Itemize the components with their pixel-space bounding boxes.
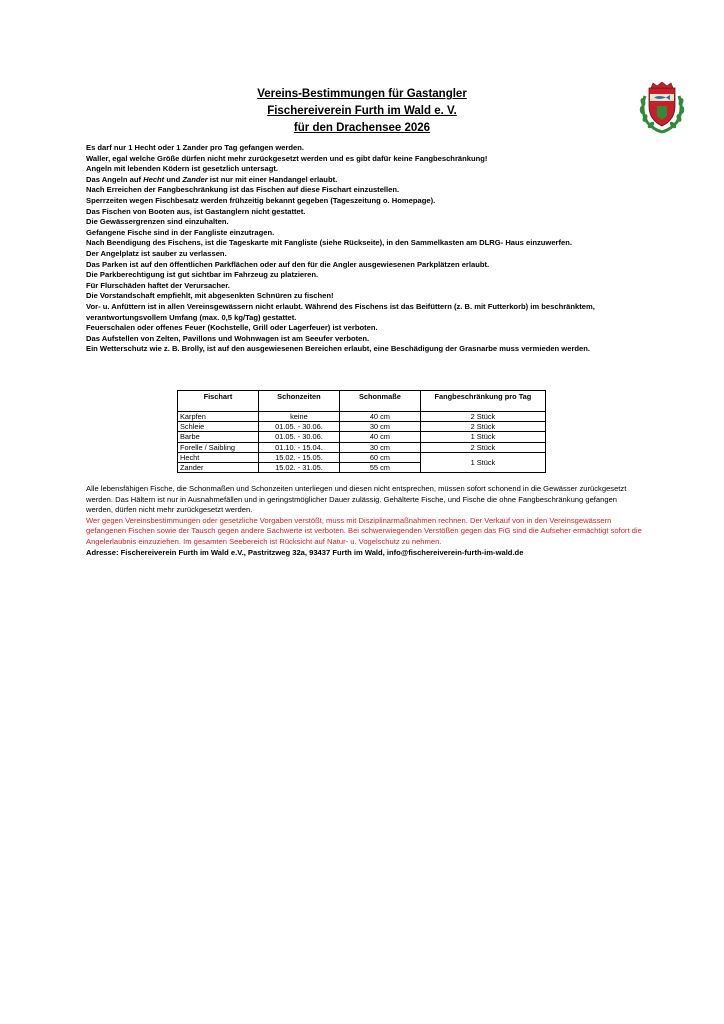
rule-item: Für Flurschäden haftet der Verursacher. xyxy=(86,280,230,290)
header-fischart: Fischart xyxy=(178,391,259,412)
rule-text: Das Angeln auf xyxy=(86,174,144,184)
title-line-2: Fischereiverein Furth im Wald e. V. xyxy=(267,105,457,117)
header-fangbeschraenkung: Fangbeschränkung pro Tag xyxy=(420,391,545,412)
cell-fangbeschraenkung: 2 Stück xyxy=(420,422,545,432)
cell-schonzeit: 15.02. - 31.05. xyxy=(258,463,339,473)
disciplinary-warning: Wer gegen Vereinsbestimmungen oder gesetzliche Vorgaben verstößt, muss mit Disziplinarmaßnahmen rechnen. Der Verkauf von in den Vereinsgewässern gefangenen Fischen sowie der Tausch gegen andere Sachwerte ist verboten. Bei schwerwiegenden Verstößen gegen das FiG sind die Aufseher ermächtigt sofort die Angelerlaubnis einzuziehen. Im gesamten Seebereich ist Rücksicht auf Natur- u. Vogelschutz zu nehmen. xyxy=(86,515,642,546)
release-note: Alle lebensfähigen Fische, die Schonmaßen und Schonzeiten unterliegen und diesen nicht entsprechen, müssen sofort schonend in die Gewässer zurückgesetzt werden. Das Hältern ist nur in Ausnahmefällen und in geringstmöglicher Dauer zulässig. Gehälterte Fische, und Fische die ohne Fangbeschränkung gefangen werden, dürfen nicht mehr zurückgesetzt werden. xyxy=(86,484,627,515)
table-row xyxy=(178,422,546,432)
cell-fischart: Barbe xyxy=(178,432,259,442)
table-row xyxy=(178,442,546,452)
cell-fangbeschraenkung: 2 Stück xyxy=(420,412,545,422)
rule-item: Nach Beendigung des Fischens, ist die Tageskarte mit Fangliste (siehe Rückseite), in den Sammelkasten am DLRG- Haus einzuwerfen. xyxy=(86,238,572,248)
cell-fangbeschraenkung: 2 Stück xyxy=(420,442,545,452)
rule-item: Die Gewässergrenzen sind einzuhalten. xyxy=(86,217,229,227)
rule-item: Nach Erreichen der Fangbeschränkung ist das Fischen auf diese Fischart einzustellen. xyxy=(86,185,400,195)
cell-schonzeit: 01.05. - 30.06. xyxy=(258,422,339,432)
fishing-club-crest-icon xyxy=(637,82,687,134)
rule-item: Sperrzeiten wegen Fischbesatz werden frühzeitig bekannt gegeben (Tageszeitung o. Homepage). xyxy=(86,195,436,205)
rule-text: und xyxy=(164,174,183,184)
cell-schonmass: 40 cm xyxy=(339,412,420,422)
rule-item: Waller, egal welche Größe dürfen nicht mehr zurückgesetzt werden und es gibt dafür keine Fangbeschränkung! xyxy=(86,153,488,163)
rule-item: Es darf nur 1 Hecht oder 1 Zander pro Tag gefangen werden. xyxy=(86,143,305,152)
cell-fischart: Karpfen xyxy=(178,412,259,422)
cell-schonzeit: 01.05. - 30.06. xyxy=(258,432,339,442)
cell-fangbeschraenkung-merged: 1 Stück xyxy=(420,452,545,472)
cell-schonmass: 30 cm xyxy=(339,422,420,432)
title-line-1: Vereins-Bestimmungen für Gastangler xyxy=(257,88,467,100)
rule-item: Angeln mit lebenden Ködern ist gesetzlich untersagt. xyxy=(86,164,278,174)
cell-schonzeit: 15.02. - 15.05. xyxy=(258,452,339,462)
cell-schonmass: 60 cm xyxy=(339,452,420,462)
rules-list xyxy=(86,143,646,355)
document-header xyxy=(0,86,724,137)
cell-schonzeit: 01.10. - 15.04. xyxy=(258,442,339,452)
rule-item: Die Parkberechtigung ist gut sichtbar im Fahrzeug zu platzieren. xyxy=(86,270,319,280)
title-line-3: für den Drachensee 2026 xyxy=(293,122,431,134)
rule-item: Gefangene Fische sind in der Fangliste einzutragen. xyxy=(86,227,275,237)
footer-notes xyxy=(86,484,646,558)
club-address: Adresse: Fischereiverein Furth im Wald e.V., Pastritzweg 32a, 93437 Furth im Wald, info@fischereiverein-furth-im-wald.de xyxy=(86,547,524,557)
cell-fischart: Zander xyxy=(178,463,259,473)
rule-item: Das Aufstellen von Zelten, Pavillons und Wohnwagen ist am Seeufer verboten. xyxy=(86,333,370,343)
cell-fischart: Forelle / Saibling xyxy=(178,442,259,452)
cell-schonmass: 30 cm xyxy=(339,442,420,452)
rule-item xyxy=(86,175,646,186)
rule-item: Feuerschalen oder offenes Feuer (Kochstelle, Grill oder Lagerfeuer) ist verboten. xyxy=(86,323,378,333)
cell-fangbeschraenkung: 1 Stück xyxy=(420,432,545,442)
rule-emphasis-zander: Zander xyxy=(182,174,208,184)
header-schonzeiten: Schonzeiten xyxy=(258,391,339,412)
rule-item: Das Parken ist auf den öffentlichen Parkflächen oder auf den für die Angler ausgewiesenen Parkplätzen erlaubt. xyxy=(86,259,490,269)
rule-item: Vor- u. Anfüttern ist in allen Vereinsgewässern nicht erlaubt. Während des Fischens ist das Beifüttern (z. B. mit Futterkorb) im beschränktem, verantwortungsvollem Umfang (max. 0,5 kg/Tag) gestattet. xyxy=(86,301,595,322)
table-row xyxy=(178,452,546,462)
rule-item: Der Angelplatz ist sauber zu verlassen. xyxy=(86,248,227,258)
header-schonmasse: Schonmaße xyxy=(339,391,420,412)
table-row xyxy=(178,432,546,442)
table-header-row xyxy=(178,391,546,412)
cell-fischart: Hecht xyxy=(178,452,259,462)
table-row xyxy=(178,412,546,422)
rule-item: Die Vorstandschaft empfiehlt, mit abgesenkten Schnüren zu fischen! xyxy=(86,291,334,301)
rule-emphasis-hecht: Hecht xyxy=(143,174,165,184)
cell-schonmass: 55 cm xyxy=(339,463,420,473)
fish-regulations-table xyxy=(177,390,546,473)
rule-item: Das Fischen von Booten aus, ist Gastanglern nicht gestattet. xyxy=(86,206,306,216)
cell-schonmass: 40 cm xyxy=(339,432,420,442)
rule-text: ist nur mit einer Handangel erlaubt. xyxy=(207,174,338,184)
rule-item: Ein Wetterschutz wie z. B. Brolly, ist auf den ausgewiesenen Bereichen erlaubt, eine Beschädigung der Grasnarbe muss vermieden werden. xyxy=(86,344,591,354)
cell-schonzeit: keine xyxy=(258,412,339,422)
cell-fischart: Schleie xyxy=(178,422,259,432)
